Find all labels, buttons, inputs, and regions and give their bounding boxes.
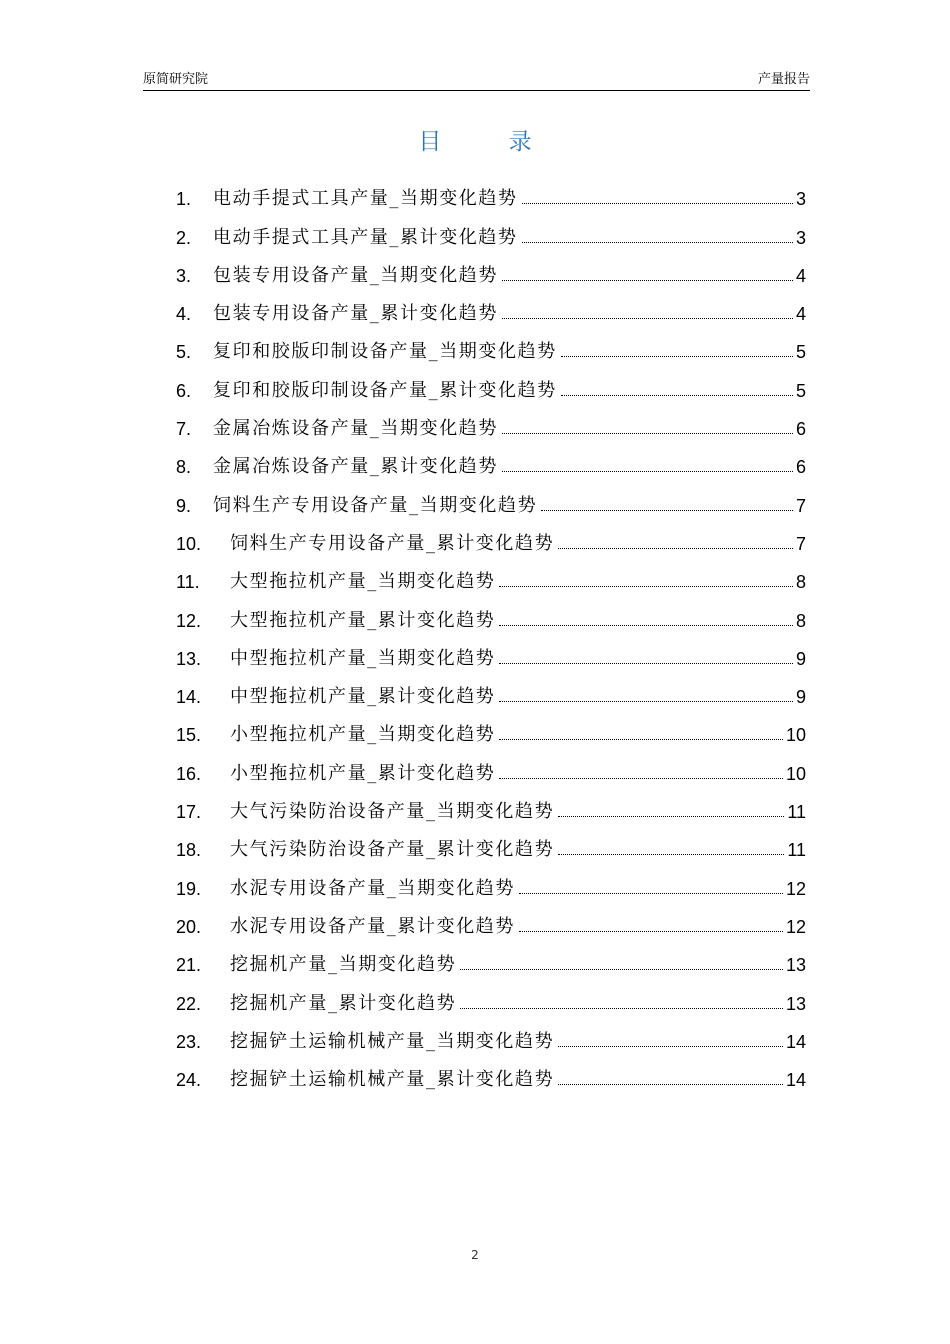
toc-dot-leader: [499, 624, 793, 626]
toc-entry[interactable]: [176, 517, 806, 555]
toc-entry-title: 电动手提式工具产量_当期变化趋势: [213, 188, 518, 210]
toc-entry-title: 复印和胶版印制设备产量_累计变化趋势: [213, 379, 557, 401]
toc-entry-page: 14: [785, 1070, 806, 1091]
toc-entry-number: 2.: [176, 227, 192, 248]
toc-dot-leader: [561, 394, 793, 396]
toc-entry[interactable]: [176, 1053, 806, 1091]
toc-entry-title: 挖掘机产量_当期变化趋势: [230, 954, 457, 976]
toc-entry[interactable]: [176, 900, 806, 938]
toc-dot-leader: [558, 1045, 783, 1047]
toc-entry-page: 14: [785, 1031, 806, 1052]
toc-dot-leader: [522, 202, 793, 204]
toc-entry[interactable]: [176, 632, 806, 670]
toc-dot-leader: [499, 662, 793, 664]
toc-dot-leader: [499, 777, 783, 779]
toc-entry-number: 10.: [176, 533, 202, 554]
toc-entry[interactable]: [176, 440, 806, 478]
toc-entry-title: 挖掘机产量_累计变化趋势: [230, 992, 457, 1014]
toc-entry-number: 14.: [176, 687, 202, 708]
toc-entry[interactable]: [176, 402, 806, 440]
toc-dot-leader: [561, 355, 793, 357]
toc-entry-page: 3: [795, 189, 806, 210]
toc-entry-title: 大型拖拉机产量_累计变化趋势: [230, 609, 496, 631]
toc-entry-number: 23.: [176, 1031, 202, 1052]
toc-entry[interactable]: [176, 1015, 806, 1053]
toc-entry-number: 18.: [176, 840, 202, 861]
toc-dot-leader: [558, 547, 793, 549]
toc-entry[interactable]: [176, 172, 806, 210]
toc-entry-title: 水泥专用设备产量_累计变化趋势: [230, 915, 515, 937]
toc-entry-page: 9: [795, 648, 806, 669]
toc-entry-number: 4.: [176, 304, 192, 325]
toc-dot-leader: [541, 509, 793, 511]
toc-entry[interactable]: [176, 593, 806, 631]
toc-entry[interactable]: [176, 976, 806, 1014]
toc-entry-page: 8: [795, 610, 806, 631]
toc-entry[interactable]: [176, 708, 806, 746]
toc-dot-leader: [460, 1007, 783, 1009]
table-of-contents: [176, 172, 806, 1091]
toc-dot-leader: [522, 241, 793, 243]
toc-entry-page: 3: [795, 227, 806, 248]
toc-entry[interactable]: [176, 210, 806, 248]
toc-entry-number: 7.: [176, 419, 192, 440]
toc-entry-title: 水泥专用设备产量_当期变化趋势: [230, 877, 515, 899]
toc-entry-title: 小型拖拉机产量_累计变化趋势: [230, 762, 496, 784]
toc-entry[interactable]: [176, 670, 806, 708]
toc-entry-number: 12.: [176, 610, 202, 631]
toc-entry-number: 15.: [176, 725, 202, 746]
toc-entry-page: 11: [787, 840, 806, 861]
toc-dot-leader: [558, 853, 784, 855]
toc-entry-number: 17.: [176, 802, 202, 823]
toc-entry-page: 13: [785, 993, 806, 1014]
toc-dot-leader: [519, 892, 783, 894]
toc-entry-title: 饲料生产专用设备产量_累计变化趋势: [230, 532, 555, 554]
toc-entry-number: 9.: [176, 495, 192, 516]
toc-entry-title: 大气污染防治设备产量_累计变化趋势: [230, 839, 555, 861]
toc-entry-page: 5: [795, 342, 806, 363]
toc-dot-leader: [499, 700, 793, 702]
page-header: [143, 66, 810, 91]
toc-entry-title: 复印和胶版印制设备产量_当期变化趋势: [213, 341, 557, 363]
toc-entry-number: 8.: [176, 457, 192, 478]
toc-dot-leader: [502, 470, 793, 472]
toc-entry[interactable]: [176, 478, 806, 516]
toc-entry-page: 10: [785, 763, 806, 784]
toc-dot-leader: [558, 815, 784, 817]
toc-entry[interactable]: [176, 325, 806, 363]
toc-entry-title: 中型拖拉机产量_累计变化趋势: [230, 686, 496, 708]
toc-title: 目 录: [418, 129, 562, 155]
toc-entry-page: 8: [795, 572, 806, 593]
toc-entry[interactable]: [176, 861, 806, 899]
toc-entry-number: 6.: [176, 380, 192, 401]
header-doc-type: 产量报告: [757, 72, 810, 87]
toc-entry-page: 6: [795, 457, 806, 478]
toc-entry-title: 挖掘铲土运输机械产量_累计变化趋势: [230, 1069, 555, 1091]
toc-entry-page: 9: [795, 687, 806, 708]
toc-entry-title: 金属冶炼设备产量_当期变化趋势: [213, 418, 498, 440]
toc-entry-title: 中型拖拉机产量_当期变化趋势: [230, 647, 496, 669]
toc-entry-number: 5.: [176, 342, 192, 363]
toc-entry-page: 4: [795, 265, 806, 286]
toc-entry-page: 6: [795, 419, 806, 440]
toc-entry-page: 13: [785, 955, 806, 976]
toc-entry[interactable]: [176, 746, 806, 784]
toc-entry[interactable]: [176, 363, 806, 401]
toc-entry[interactable]: [176, 287, 806, 325]
toc-entry-page: 7: [795, 495, 806, 516]
toc-entry-page: 4: [795, 304, 806, 325]
toc-entry[interactable]: [176, 823, 806, 861]
toc-entry-page: 12: [785, 916, 806, 937]
toc-entry[interactable]: [176, 785, 806, 823]
toc-entry-page: 10: [785, 725, 806, 746]
toc-entry-number: 1.: [176, 189, 192, 210]
toc-entry-number: 11.: [176, 572, 200, 593]
toc-dot-leader: [499, 585, 793, 587]
toc-entry-title: 包装专用设备产量_累计变化趋势: [213, 303, 498, 325]
toc-entry-title: 小型拖拉机产量_当期变化趋势: [230, 724, 496, 746]
page-number: 2: [471, 1248, 479, 1262]
toc-entry-title: 大型拖拉机产量_当期变化趋势: [230, 571, 496, 593]
toc-entry-page: 12: [785, 878, 806, 899]
toc-entry-title: 大气污染防治设备产量_当期变化趋势: [230, 801, 555, 823]
toc-entry[interactable]: [176, 555, 806, 593]
toc-entry[interactable]: [176, 249, 806, 287]
toc-entry-number: 19.: [176, 878, 202, 899]
toc-entry-number: 16.: [176, 763, 202, 784]
toc-entry-number: 24.: [176, 1070, 202, 1091]
toc-entry-page: 7: [795, 533, 806, 554]
toc-dot-leader: [499, 738, 783, 740]
toc-dot-leader: [558, 1083, 783, 1085]
toc-entry-title: 包装专用设备产量_当期变化趋势: [213, 264, 498, 286]
toc-entry-title: 饲料生产专用设备产量_当期变化趋势: [213, 494, 538, 516]
toc-entry-number: 22.: [176, 993, 202, 1014]
toc-entry-title: 金属冶炼设备产量_累计变化趋势: [213, 456, 498, 478]
toc-entry-page: 11: [787, 802, 806, 823]
toc-entry-number: 20.: [176, 916, 202, 937]
header-org: 原简研究院: [143, 72, 209, 87]
toc-entry-number: 3.: [176, 265, 192, 286]
toc-entry-number: 13.: [176, 648, 202, 669]
toc-dot-leader: [502, 317, 793, 319]
toc-entry-number: 21.: [176, 955, 202, 976]
toc-dot-leader: [460, 968, 783, 970]
toc-dot-leader: [519, 930, 783, 932]
toc-dot-leader: [502, 279, 793, 281]
toc-dot-leader: [502, 432, 793, 434]
toc-entry-page: 5: [795, 380, 806, 401]
toc-entry-title: 电动手提式工具产量_累计变化趋势: [213, 226, 518, 248]
toc-entry[interactable]: [176, 938, 806, 976]
toc-entry-title: 挖掘铲土运输机械产量_当期变化趋势: [230, 1030, 555, 1052]
